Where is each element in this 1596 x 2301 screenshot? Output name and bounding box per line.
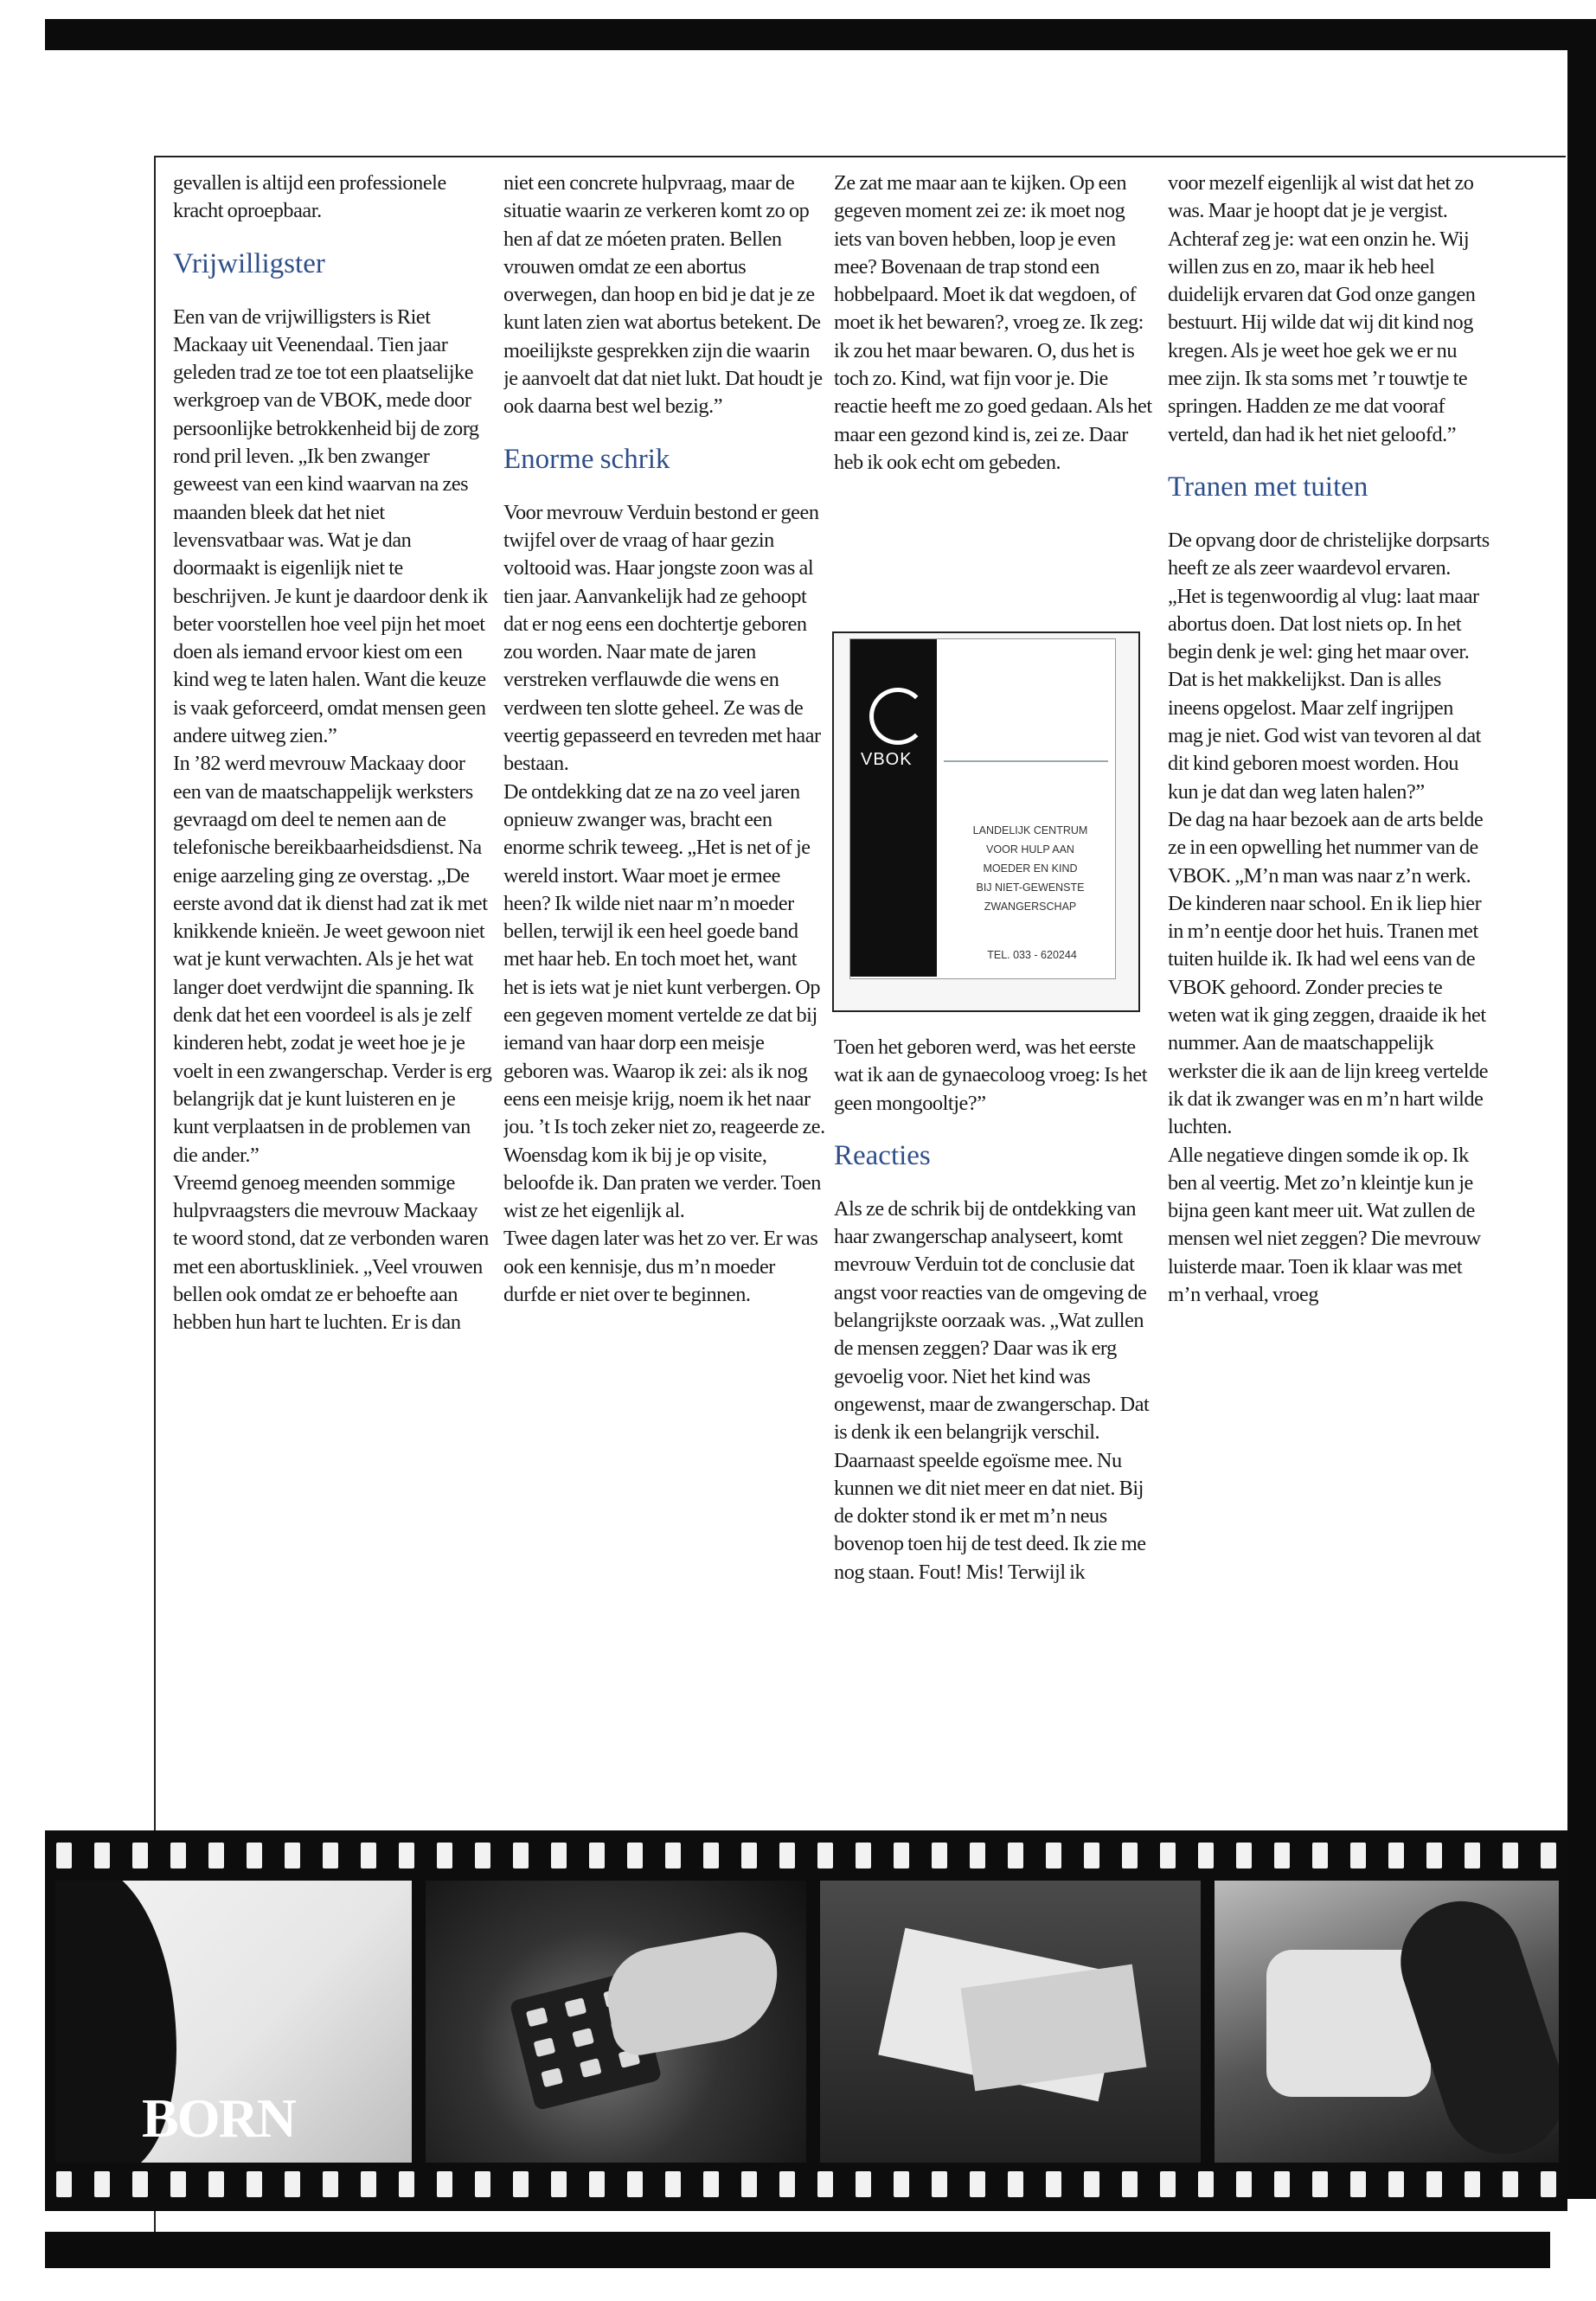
paragraph: Toen het geboren werd, was het eerste wat ik aan de gynaecoloog vroeg: Is het geen mongooltje?” xyxy=(834,1035,1148,1115)
paragraph: Als ze de schrik bij de ontdekking van haar zwangerschap analyseert, komt mevrouw Verduin tot de conclusie dat angst voor reacties van de omgeving de belangrijkste oorzaak was. „Wat zullen de mensen zeggen? Daar was ik erg gevoelig voor. Niet het kind was ongewenst, maar de zwangerschap. Dat is denk ik een belangrijk verschil. Daarnaast speelde egoïsme mee. Nu kunnen we dit niet meer en dat niet. Bij de dokter stond ik er met m’n neus bovenop toen hij de test deed. Ik zie me nog staan. Fout! Mis! Terwijl ik xyxy=(834,1196,1150,1584)
article-column-3-bottom xyxy=(834,1034,1156,1795)
film-frame-poster xyxy=(55,1881,412,2163)
paragraph: voor mezelf eigenlijk al wist dat het zo was. Maar je hoopt dat je je vergist. Achteraf zeg je: wat een onzin he. Wij willen zus en zo, maar ik heb heel duidelijk ervaren dat God onze gangen bestuurt. Hij wilde dat wij dit kind nog kregen. Als je weet hoe gek we er nu mee zijn. Ik sta soms met ’r touwtje te springen. Hadden ze me dat vooraf verteld, dan had ik het niet geloofd.” xyxy=(1168,171,1476,446)
sign-text xyxy=(952,821,1108,916)
subheading-reacties: Reacties xyxy=(834,1139,931,1171)
paragraph: niet een concrete hulpvraag, maar de situatie waarin ze verkeren komt zo op hen af dat ze móeten praten. Bellen vrouwen omdat ze een abortus overwegen, dan hoop en bid je dat je ze kunt laten zien wat abortus betekent. De moeilijkste gesprekken zijn die waarin je aanvoelt dat dat niet lukt. Dat houdt je ook daarna best wel bezig.” xyxy=(503,171,823,419)
vbok-sign-photo xyxy=(832,631,1140,1012)
vbok-sign xyxy=(849,638,1116,979)
paragraph: gevallen is altijd een professionele kracht oproepbaar. xyxy=(173,171,446,223)
vbok-logo-icon xyxy=(869,688,926,745)
filmstrip-photo xyxy=(45,1830,1567,2211)
paragraph: Een van de vrijwilligsters is Riet Mackaay uit Veenendaal. Tien jaar geleden trad ze toe tot een plaatselijke werkgroep van de VBOK, mede door persoonlijke betrokkenheid bij de zorg rond pril leven. „Ik ben zwanger geweest van een kind waarvan na zes maanden bleek dat het niet levensvatbaar was. Wat je dan doormaakt is eigenlijk niet te beschrijven. Je kunt je daardoor denk ik beter voorstellen hoe veel pijn het moet doen als iemand ervoor kiest om een kind weg te laten halen. Want die keuze is vaak geforceerd, omdat mensen geen andere uitweg zien.” xyxy=(173,304,488,748)
sign-line: BIJ NIET-GEWENSTE xyxy=(976,881,1085,894)
sign-line: ZWANGERSCHAP xyxy=(984,901,1077,913)
paragraph: Vreemd genoeg meenden sommige hulpvraagsters die mevrouw Mackaay te woord stond, dat ze verbonden waren met een abortuskliniek. „Veel vrouwen bellen ook omdat ze er behoefte aan hebben hun hart te luchten. Er is dan xyxy=(173,1170,489,1335)
bottom-black-bar xyxy=(45,2232,1550,2268)
sign-telephone: TEL. 033 - 620244 xyxy=(987,949,1077,961)
paragraph: In ’82 werd mevrouw Mackaay door een van de maatschappelijk werksters gevraagd om deel te nemen aan de telefonische bereikbaarheidsdienst. Na enige aarzeling ging ze overstag. „De eerste avond dat ik dienst had zat ik met knikkende knieën. Je weet gewoon niet wat je kunt verwachten. Als je het wat langer doet verdwijnt die spanning. Ik denk dat het een voordeel is als je zelf kinderen hebt, zodat je weet hoe je je voelt in een zwangerschap. Verder is erg belangrijk dat je kunt luisteren en je kunt verplaatsen in de problemen van die ander.” xyxy=(173,752,492,1167)
right-black-bar xyxy=(1567,19,1596,2199)
sign-line: MOEDER EN KIND xyxy=(983,862,1078,875)
hand-shape xyxy=(599,1927,788,2060)
sign-line: VOOR HULP AAN xyxy=(986,843,1074,856)
film-frame-envelope xyxy=(820,1881,1201,2163)
sprocket-holes-top xyxy=(45,1841,1567,1870)
article-column-4 xyxy=(1168,170,1490,1789)
sprocket-holes-bottom xyxy=(45,2170,1567,2199)
paragraph: Alle negatieve dingen somde ik op. Ik ben al veertig. Met zo’n kleintje kun je bijna geen kant meer uit. Wat zullen de mensen wel niet zeggen? Die mevrouw luisterde maar. Toen ik klaar was met m’n verhaal, vroeg xyxy=(1168,1143,1481,1306)
paragraph: Ze zat me maar aan te kijken. Op een gegeven moment zei ze: ik moet nog iets van boven hebben, loop je even mee? Bovenaan de trap stond een hobbelpaard. Moet ik dat wegdoen, of moet ik het bewaren?, vroeg ze. Ik zeg: ik zou het maar bewaren. O, dus het is toch zo. Kind, wat fijn voor je. Die reactie heeft me zo goed gedaan. Als het maar een gezond kind is, zei ze. Daar heb ik ook echt om gebeden. xyxy=(834,171,1152,474)
article-column-1 xyxy=(173,170,495,1789)
sign-tagline-line xyxy=(944,760,1108,762)
paragraph: De opvang door de christelijke dorpsarts heeft ze als zeer waardevol ervaren. „Het is tegenwoordig al vlug: laat maar abortus doen. Dat lost niets op. In het begin denk je wel: ging het maar over. Dat is het makkelijkst. Dan is alles ineens opgelost. Maar zelf ingrijpen mag je niet. God wist van tevoren al dat dit kind geboren moest worden. Hou kun je dat dan weg laten halen?” xyxy=(1168,528,1490,804)
subheading-tranen-met-tuiten: Tranen met tuiten xyxy=(1168,471,1368,503)
subheading-enorme-schrik: Enorme schrik xyxy=(503,443,670,475)
film-frame-telephone-keypad xyxy=(426,1881,806,2163)
sign-logo-panel xyxy=(850,639,937,977)
poster-title: BORN xyxy=(142,2087,295,2149)
article-column-2 xyxy=(503,170,825,1789)
film-frame-phone-call xyxy=(1215,1881,1559,2163)
sign-line: LANDELIJK CENTRUM xyxy=(972,824,1088,836)
paragraph: De dag na haar bezoek aan de arts belde ze in een opwelling het nummer van de VBOK. „M’n man was naar z’n werk. De kinderen naar school. En ik liep hier in m’n eentje door het huis. Tranen met tuiten huilde ik. Ik had wel eens van de VBOK gehoord. Zonder precies te weten wat ik ging zeggen, draaide ik het nummer. Aan de maatschappelijk werkster die ik aan de lijn kreeg vertelde ik dat ik zwanger was en m’n hart wilde luchten. xyxy=(1168,807,1489,1139)
paragraph: Twee dagen later was het zo ver. Er was ook een kennisje, dus m’n moeder durfde er niet over te beginnen. xyxy=(503,1227,818,1306)
article-column-3-top xyxy=(834,170,1156,619)
top-black-bar xyxy=(45,19,1596,50)
top-rule xyxy=(154,156,1566,157)
paragraph: Voor mevrouw Verduin bestond er geen twijfel over de vraag of haar gezin voltooid was. Haar jongste zoon was al tien jaar. Aanvankelijk had ze gehoopt dat er nog eens een dochtertje geboren zou worden. Naar mate de jaren verstreken verflauwde die wens en verdween ten slotte geheel. Ze was de veertig gepasseerd en tevreden met haar bestaan. xyxy=(503,500,821,776)
paragraph: De ontdekking dat ze na zo veel jaren opnieuw zwanger was, bracht een enorme schrik teweeg. „Het is net of je wereld instort. Waar moet je ermee heen? Ik wilde niet naar m’n moeder bellen, terwijl ik een heel goede band met haar heb. En toch moet het, want het is iets wat je niet kunt verbergen. Op een gegeven moment vertelde ze dat bij iemand van haar dorp een meisje geboren was. Waarop ik zei: als ik nog eens een meisje krijg, noem ik het naar jou. ’t Is toch zeker niet zo, reageerde ze. Woensdag kom ik bij je op visite, beloofde ik. Dan praten we verder. Toen wist ze het eigenlijk al. xyxy=(503,779,825,1223)
subheading-vrijwilligster: Vrijwilligster xyxy=(173,247,325,279)
vbok-logo-text: VBOK xyxy=(861,750,913,769)
